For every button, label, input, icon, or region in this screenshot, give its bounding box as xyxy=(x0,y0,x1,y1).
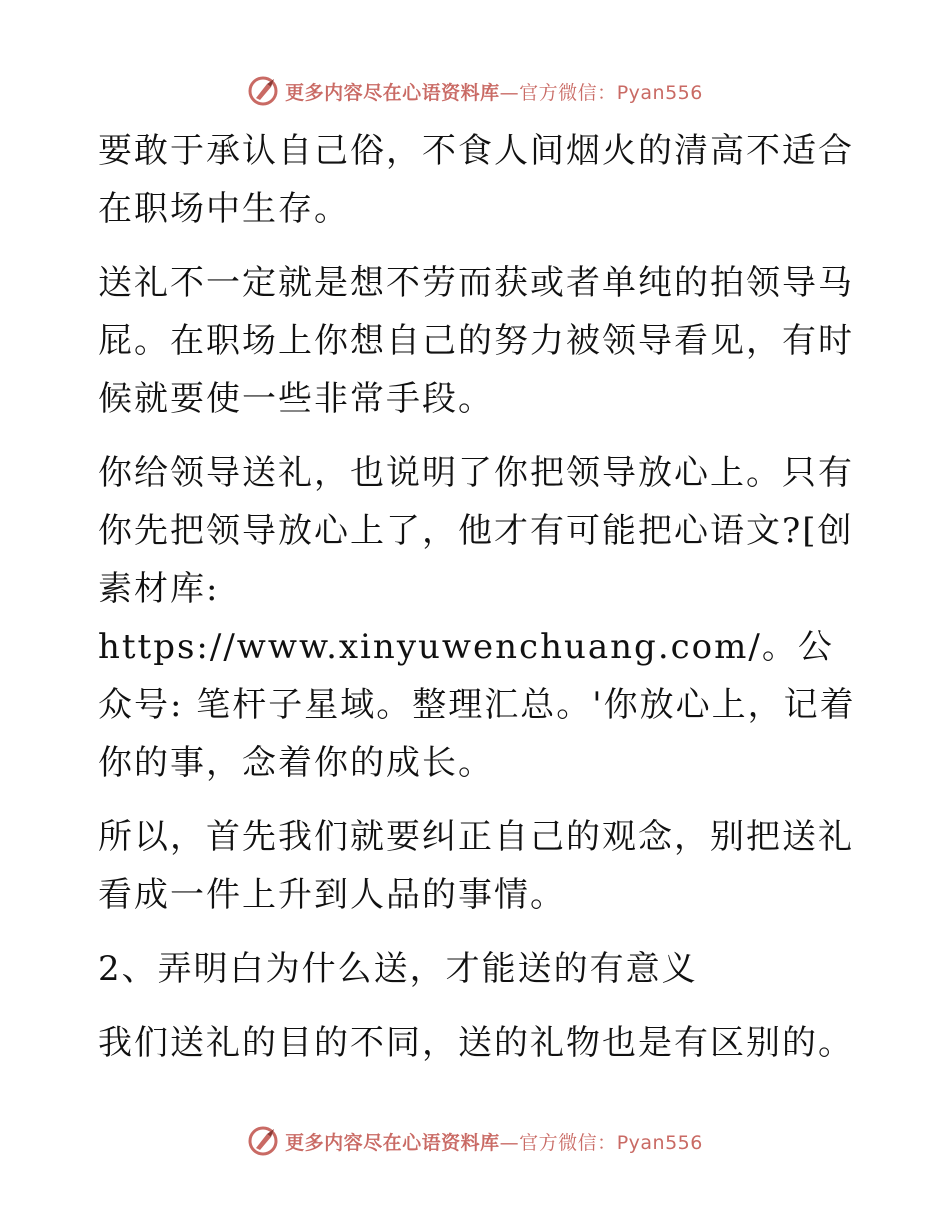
header-banner-text xyxy=(285,78,703,105)
header-separator: — xyxy=(499,81,520,104)
pen-logo-icon xyxy=(247,1125,279,1157)
section-heading: 2、弄明白为什么送，才能送的有意义 xyxy=(98,949,698,989)
paragraph-5: 我们送礼的目的不同，送的礼物也是有区别的。 xyxy=(98,1023,854,1063)
paragraph-1: 要敢于承认自己俗，不食人间烟火的清高不适合在职场中生存。 xyxy=(98,131,854,229)
paragraph-4: 所以，首先我们就要纠正自己的观念，别把送礼看成一件上升到人品的事情。 xyxy=(98,817,854,915)
paragraph-3: 你给领导送礼，也说明了你把领导放心上。只有你先把领导放心上了，他才有可能把心语文?[创素材库: https://www.xinyuwenchuang.com/。公众号: 笔杆子星域。整理汇总。'你放心上，记着你的事，念着你的成长。 xyxy=(98,453,856,783)
header-label: 官方微信： xyxy=(519,81,617,104)
header-site-text: 更多内容尽在心语资料库 xyxy=(285,81,500,104)
header-banner xyxy=(0,74,950,108)
footer-banner xyxy=(0,1124,950,1158)
footer-handle: Pyan556 xyxy=(616,1131,703,1154)
footer-label: 官方微信： xyxy=(519,1131,617,1154)
paragraph-2: 送礼不一定就是想不劳而获或者单纯的拍领导马屁。在职场上你想自己的努力被领导看见，有时候就要使一些非常手段。 xyxy=(98,263,854,419)
footer-separator: — xyxy=(499,1131,520,1154)
footer-site-text: 更多内容尽在心语资料库 xyxy=(285,1131,500,1154)
document-body xyxy=(98,122,858,1088)
footer-banner-text xyxy=(285,1128,703,1155)
header-handle: Pyan556 xyxy=(616,81,703,104)
pen-logo-icon xyxy=(247,75,279,107)
